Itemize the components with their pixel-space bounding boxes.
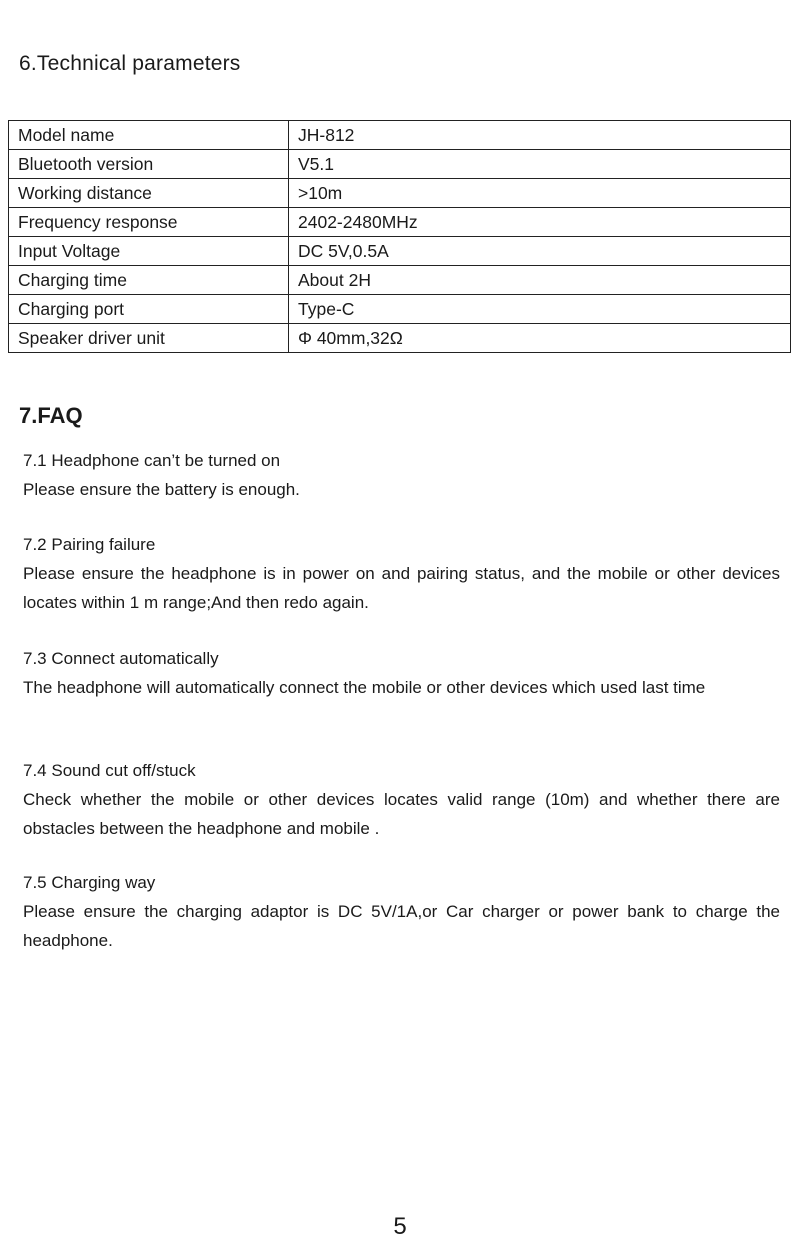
spec-label: Model name [9, 121, 289, 150]
faq-question: 7.5 Charging way [23, 873, 156, 892]
spec-label: Charging time [9, 266, 289, 295]
section-title-technical-parameters: 6.Technical parameters [19, 52, 241, 75]
spec-label: Frequency response [9, 208, 289, 237]
faq-answer: Please ensure the battery is enough. [23, 480, 300, 499]
spec-value: JH-812 [289, 121, 791, 150]
specs-table [8, 120, 791, 353]
page-number: 5 [393, 1213, 407, 1240]
table-row [9, 208, 791, 237]
spec-label: Bluetooth version [9, 150, 289, 179]
faq-question: 7.1 Headphone can’t be turned on [23, 451, 281, 470]
spec-value: About 2H [289, 266, 791, 295]
table-row [9, 150, 791, 179]
faq-item [23, 869, 780, 955]
faq-answer: Please ensure the charging adaptor is DC 5V/1A,or Car charger or power bank to charge the headphone. [23, 902, 780, 950]
table-row [9, 324, 791, 353]
spec-value: V5.1 [289, 150, 791, 179]
spec-value: Φ 40mm,32Ω [289, 324, 791, 353]
spec-value: 2402-2480MHz [289, 208, 791, 237]
faq-answer: Check whether the mobile or other devices locates valid range (10m) and whether there are obstacles between the headphone and mobile . [23, 790, 780, 838]
table-row [9, 266, 791, 295]
table-row [9, 179, 791, 208]
spec-label: Charging port [9, 295, 289, 324]
faq-item [23, 447, 780, 504]
table-row [9, 121, 791, 150]
faq-answer: The headphone will automatically connect the mobile or other devices which used last time [23, 678, 706, 697]
spec-label: Input Voltage [9, 237, 289, 266]
faq-question: 7.2 Pairing failure [23, 535, 156, 554]
table-row [9, 295, 791, 324]
faq-item [23, 645, 780, 702]
faq-question: 7.3 Connect automatically [23, 649, 219, 668]
faq-item [23, 531, 780, 617]
spec-value: DC 5V,0.5A [289, 237, 791, 266]
faq-item [23, 757, 780, 843]
section-title-faq: 7.FAQ [19, 403, 83, 428]
spec-label: Speaker driver unit [9, 324, 289, 353]
spec-value: >10m [289, 179, 791, 208]
spec-value: Type-C [289, 295, 791, 324]
faq-question: 7.4 Sound cut off/stuck [23, 761, 196, 780]
faq-answer: Please ensure the headphone is in power on and pairing status, and the mobile or other devices locates within 1 m range;And then redo again. [23, 564, 780, 612]
table-row [9, 237, 791, 266]
spec-label: Working distance [9, 179, 289, 208]
